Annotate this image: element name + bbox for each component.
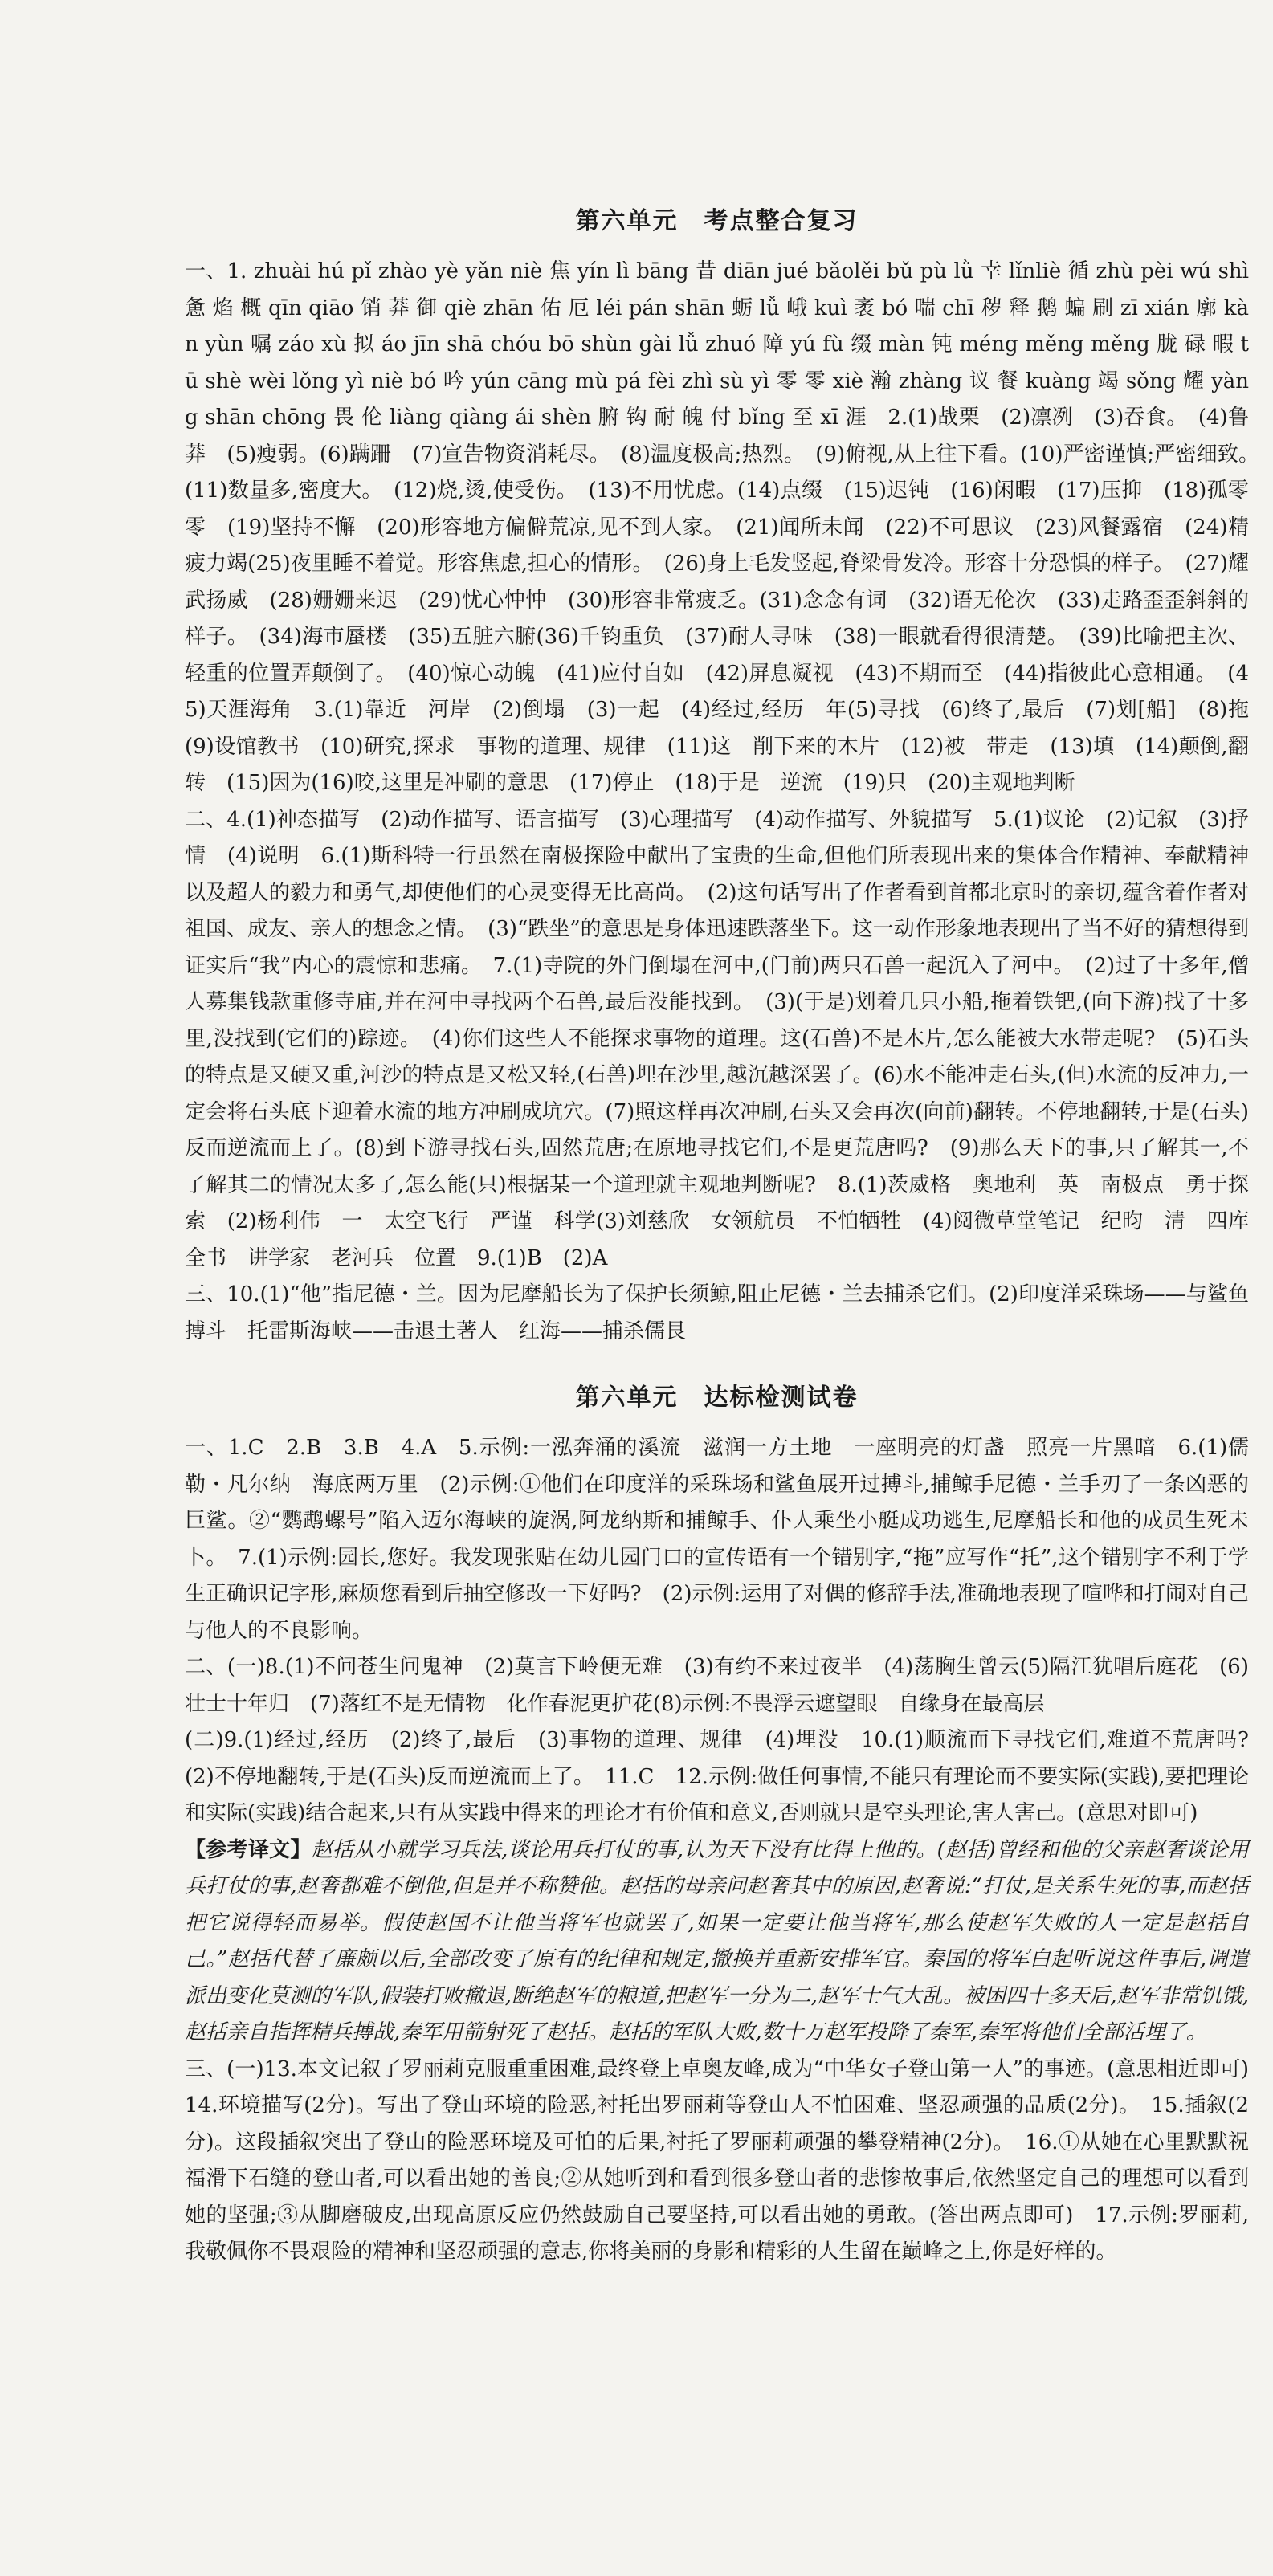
translation-label: 【参考译文】 <box>185 1837 312 1862</box>
test-part-three: 三、(一)13.本文记叙了罗丽莉克服重重困难,最终登上卓奥友峰,成为“中华女子登山第一人”的事迹。(意思相近即可) 14.环境描写(2分)。写出了登山环境的险恶,衬托出罗丽莉等登山人不怕困难、坚忍顽强的品质(2分)。 15.插叙(2分)。这段插叙突出了登山的险恶环境及可怕的后果,衬托了罗丽莉顽强的攀登精神(2分)。 16.①从她在心里默默祝福滑下石缝的登山者,可以看出她的善良;②从她听到和看到很多登山者的悲惨故事后,依然坚定自己的理想可以看到她的坚强;③从脚磨破皮,出现高原反应仍然鼓励自己要坚持,可以看出她的勇敢。(答出两点即可) 17.示例:罗丽莉,我敬佩你不畏艰险的精神和坚忍顽强的意志,你将美丽的身影和精彩的人生留在巅峰之上,你是好样的。 <box>185 2056 1271 2264</box>
test-part-one: 一、1.C 2.B 3.B 4.A 5.示例:一泓奔涌的溪流 滋润一方土地 一座明亮的灯盏 照亮一片黑暗 6.(1)儒勒・凡尔纳 海底两万里 (2)示例:①他们在印度洋的采珠场和鲨鱼展开过搏斗,捕鲸手尼德・兰手刃了一条凶恶的巨鲨。②“鹦鹉螺号”陷入迈尔海峡的旋涡,阿龙纳斯和捕鲸手、仆人乘坐小艇成功逃生,尼摩船长和他的成员生死未卜。 7.(1)示例:园长,您好。我发现张贴在幼儿园门口的宣传语有一个错别字,“拖”应写作“托”,这个错别字不利于学生正确识记字形,麻烦您看到后抽空修改一下好吗? (2)示例:运用了对偶的修辞手法,准确地表现了喧哗和打闹对自己与他人的不良影响。 <box>185 1436 1249 1643</box>
review-part-one: 一、1. zhuài hú pǐ zhào yè yǎn niè 焦 yín lì bāng 昔 diān jué bǎolěi bǔ pù lǜ 幸 lǐnliè 循 zhù pèi wú shì 惫 焰 概 qīn qiāo 销 莽 御 qiè zhān 佑 厄 léi pán shān 蛎 lǚ 峨 kuì 袤 bó 喘 chī 秽 释 鹅 蝙 刷 zī xián 廓 kàn yùn 嘱 záo xù 拟 áo jīn shā chóu bō shùn gài lǚ zhuó 障 yú fù 缀 màn 钝 méng měng měng 胧 碌 暇 tū shè wèi lǒng yì niè bó 吟 yún cāng mù pá fèi zhì sù yì 零 零 xiè 瀚 zhàng 议 餐 kuàng 竭 sǒng 耀 yàng shān chōng 畏 伦 liàng qiàng ái shèn 腑 钩 耐 魄 付 bǐng 至 xī 涯 2.(1)战栗 (2)凛冽 (3)吞食。 (4)鲁莽 (5)瘦弱。(6)蹒跚 (7)宣告物资消耗尽。 (8)温度极高;热烈。 (9)俯视,从上往下看。(10)严密谨慎;严密细致。 (11)数量多,密度大。 (12)烧,烫,使受伤。 (13)不用忧虑。(14)点缀 (15)迟钝 (16)闲暇 (17)压抑 (18)孤零零 (19)坚持不懈 (20)形容地方偏僻荒凉,见不到人家。 (21)闻所未闻 (22)不可思议 (23)风餐露宿 (24)精疲力竭(25)夜里睡不着觉。形容焦虑,担心的情形。 (26)身上毛发竖起,脊梁骨发冷。形容十分恐惧的样子。 (27)耀武扬威 (28)姗姗来迟 (29)忧心忡忡 (30)形容非常疲乏。(31)念念有词 (32)语无伦次 (33)走路歪歪斜斜的样子。 (34)海市蜃楼 (35)五脏六腑(36)千钧重负 (37)耐人寻味 (38)一眼就看得很清楚。 (39)比喻把主次、轻重的位置弄颠倒了。 (40)惊心动魄 (41)应付自如 (42)屏息凝视 (43)不期而至 (44)指彼此心意相通。 (45)天涯海角 3.(1)靠近 河岸 (2)倒塌 (3)一起 (4)经过,经历 年(5)寻找 (6)终了,最后 (7)划[船] (8)拖 (9)设馆教书 (10)研究,探求 事物的道理、规律 (11)这 削下来的木片 (12)被 带走 (13)填 (14)颠倒,翻转 (15)因为(16)咬,这里是冲刷的意思 (17)停止 (18)于是 逆流 (19)只 (20)主观地判断 <box>185 259 1271 795</box>
test-part-two-classical: (二)9.(1)经过,经历 (2)终了,最后 (3)事物的道理、规律 (4)埋没 10.(1)顺流而下寻找它们,难道不荒唐吗? (2)不停地翻转,于是(石头)反而逆流而上了。 11.C 12.示例:做任何事情,不能只有理论而不要实际(实践),要把理论和实际(实践)结合起来,只有从实践中得来的理论才有价值和意义,否则就只是空头理论,害人害己。(意思对即可) <box>185 1728 1271 1825</box>
review-part-two: 二、4.(1)神态描写 (2)动作描写、语言描写 (3)心理描写 (4)动作描写、外貌描写 5.(1)议论 (2)记叙 (3)抒情 (4)说明 6.(1)斯科特一行虽然在南极探险中献出了宝贵的生命,但他们所表现出来的集体合作精神、奉献精神以及超人的毅力和勇气,却使他们的心灵变得无比高尚。 (2)这句话写出了作者看到首都北京时的亲切,蕴含着作者对祖国、成友、亲人的想念之情。 (3)“跌坐”的意思是身体迅速跌落坐下。这一动作形象地表现出了当不好的猜想得到证实后“我”内心的震惊和悲痛。 7.(1)寺院的外门倒塌在河中,(门前)两只石兽一起沉入了河中。 (2)过了十多年,僧人募集钱款重修寺庙,并在河中寻找两个石兽,最后没能找到。 (3)(于是)划着几只小船,拖着铁钯,(向下游)找了十多里,没找到(它们的)踪迹。 (4)你们这些人不能探求事物的道理。这(石兽)不是木片,怎么能被大水带走呢? (5)石头的特点是又硬又重,河沙的特点是又松又轻,(石兽)埋在沙里,越沉越深罢了。(6)水不能冲走石头,(但)水流的反冲力,一定会将石头底下迎着水流的地方冲刷成坑穴。(7)照这样再次冲刷,石头又会再次(向前)翻转。不停地翻转,于是(石头)反而逆流而上了。(8)到下游寻找石头,固然荒唐;在原地寻找它们,不是更荒唐吗? (9)那么天下的事,只了解其一,不了解其二的情况太多了,怎么能(只)根据某一个道理就主观地判断呢? 8.(1)茨威格 奥地利 英 南极点 勇于探索 (2)杨利伟 一 太空飞行 严谨 科学(3)刘慈欣 女领航员 不怕牺牲 (4)阅微草堂笔记 纪昀 清 四库全书 讲学家 老河兵 位置 9.(1)B (2)A <box>185 807 1249 1270</box>
test-part-two-poems: 二、(一)8.(1)不问苍生问鬼神 (2)莫言下岭便无难 (3)有约不来过夜半 (4)荡胸生曾云(5)隔江犹唱后庭花 (6)壮士十年归 (7)落红不是无情物 化作春泥更护花(8)示例:不畏浮云遮望眼 自缘身在最高层 <box>185 1655 1249 1716</box>
translation-text: 赵括从小就学习兵法,谈论用兵打仗的事,认为天下没有比得上他的。(赵括)曾经和他的父亲赵奢谈论用兵打仗的事,赵奢都难不倒他,但是并不称赞他。赵括的母亲问赵奢其中的原因,赵奢说:“打仗,是关系生死的事,而赵括把它说得轻而易举。假使赵国不让他当将军也就罢了,如果一定要让他当将军,那么使赵军失败的人一定是赵括自己。”赵括代替了廉颇以后,全部改变了原有的纪律和规定,撤换并重新安排军官。秦国的将军白起听说这件事后,调遣派出变化莫测的军队,假装打败撤退,断绝赵军的粮道,把赵军一分为二,赵军士气大乱。被困四十多天后,赵军非常饥饿,赵括亲自指挥精兵搏战,秦军用箭射死了赵括。赵括的军队大败,数十万赵军投降了秦军,秦军将他们全部活埋了。 <box>185 1837 1249 2044</box>
section-title-test: 第六单元 达标检测试卷 <box>575 1384 859 1412</box>
reference-translation <box>185 1832 1249 2052</box>
review-part-three: 三、10.(1)“他”指尼德・兰。因为尼摩船长为了保护长须鲸,阻止尼德・兰去捕杀它们。(2)印度洋采珠场——与鲨鱼搏斗 托雷斯海峡——击退土著人 红海——捕杀儒艮 <box>185 1282 1249 1343</box>
section-title-review: 第六单元 考点整合复习 <box>575 207 859 235</box>
